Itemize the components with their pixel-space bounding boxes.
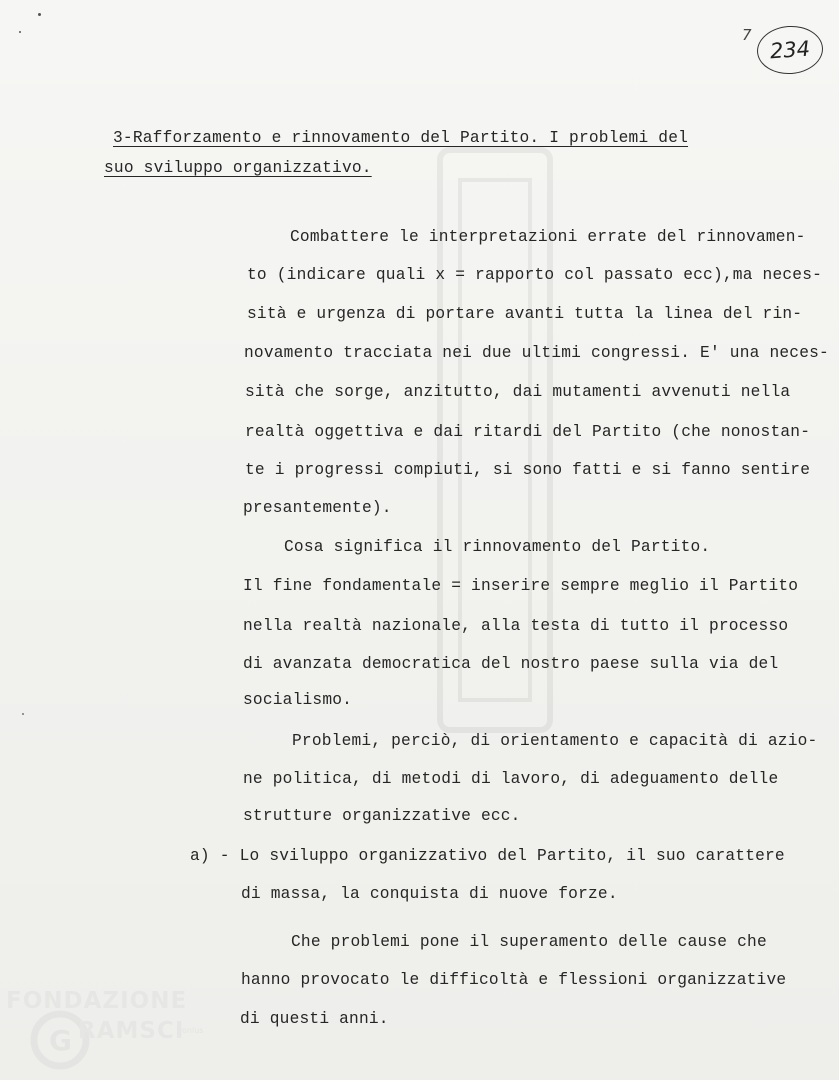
watermark-g-letter: G [49, 1024, 72, 1057]
body-line: Combattere le interpretazioni errate del rinnovamen- [290, 228, 806, 246]
circled-page-number [755, 24, 824, 76]
heading-line-2: suo sviluppo organizzativo. [104, 159, 372, 177]
body-line: Il fine fondamentale = inserire sempre meglio il Partito [243, 577, 799, 595]
body-line: novamento tracciata nei due ultimi congressi. E' una neces- [244, 344, 829, 362]
body-line: realtà oggettiva e dai ritardi del Partito (che nonostan- [245, 423, 811, 441]
stray-mark [22, 713, 24, 715]
body-line: a) - Lo sviluppo organizzativo del Partito, il suo carattere [190, 847, 785, 865]
body-line: Che problemi pone il superamento delle cause che [291, 933, 767, 951]
body-line: to (indicare quali x = rapporto col passato ecc),ma neces- [247, 266, 823, 284]
stray-mark [38, 13, 41, 16]
body-line: socialismo. [243, 691, 353, 709]
body-line: sità e urgenza di portare avanti tutta la linea del rin- [247, 305, 803, 323]
stray-mark [19, 31, 21, 33]
body-line: hanno provocato le difficoltà e flessioni organizzative [241, 971, 787, 989]
body-line: ne politica, di metodi di lavoro, di adeguamento delle [243, 770, 779, 788]
body-line: strutture organizzative ecc. [243, 807, 521, 825]
body-line: di avanzata democratica del nostro paese sulla via del [243, 655, 779, 673]
body-line: Cosa significa il rinnovamento del Partito. [284, 538, 711, 556]
body-line: presantemente). [243, 499, 392, 517]
body-line: di massa, la conquista di nuove forze. [241, 885, 618, 903]
body-line: te i progressi compiuti, si sono fatti e si fanno sentire [245, 461, 811, 479]
body-line: nella realtà nazionale, alla testa di tutto il processo [243, 617, 789, 635]
heading-line-1: 3-Rafforzamento e rinnovamento del Partito. I problemi del [113, 129, 689, 147]
circled-page-number-text: 234 [769, 36, 811, 64]
watermark-suffix: onlus [182, 1026, 204, 1035]
body-line: sità che sorge, anzitutto, dai mutamenti avvenuti nella [245, 383, 791, 401]
body-line: di questi anni. [240, 1010, 389, 1028]
archive-watermark-logo [6, 988, 216, 1068]
folio-pencil-mark: 7 [742, 26, 752, 44]
watermark-line-2: RAMSCI [78, 1018, 185, 1044]
body-line: Problemi, perciò, di orientamento e capacità di azio- [292, 732, 818, 750]
watermark-line-1: FONDAZIONE [6, 988, 188, 1014]
